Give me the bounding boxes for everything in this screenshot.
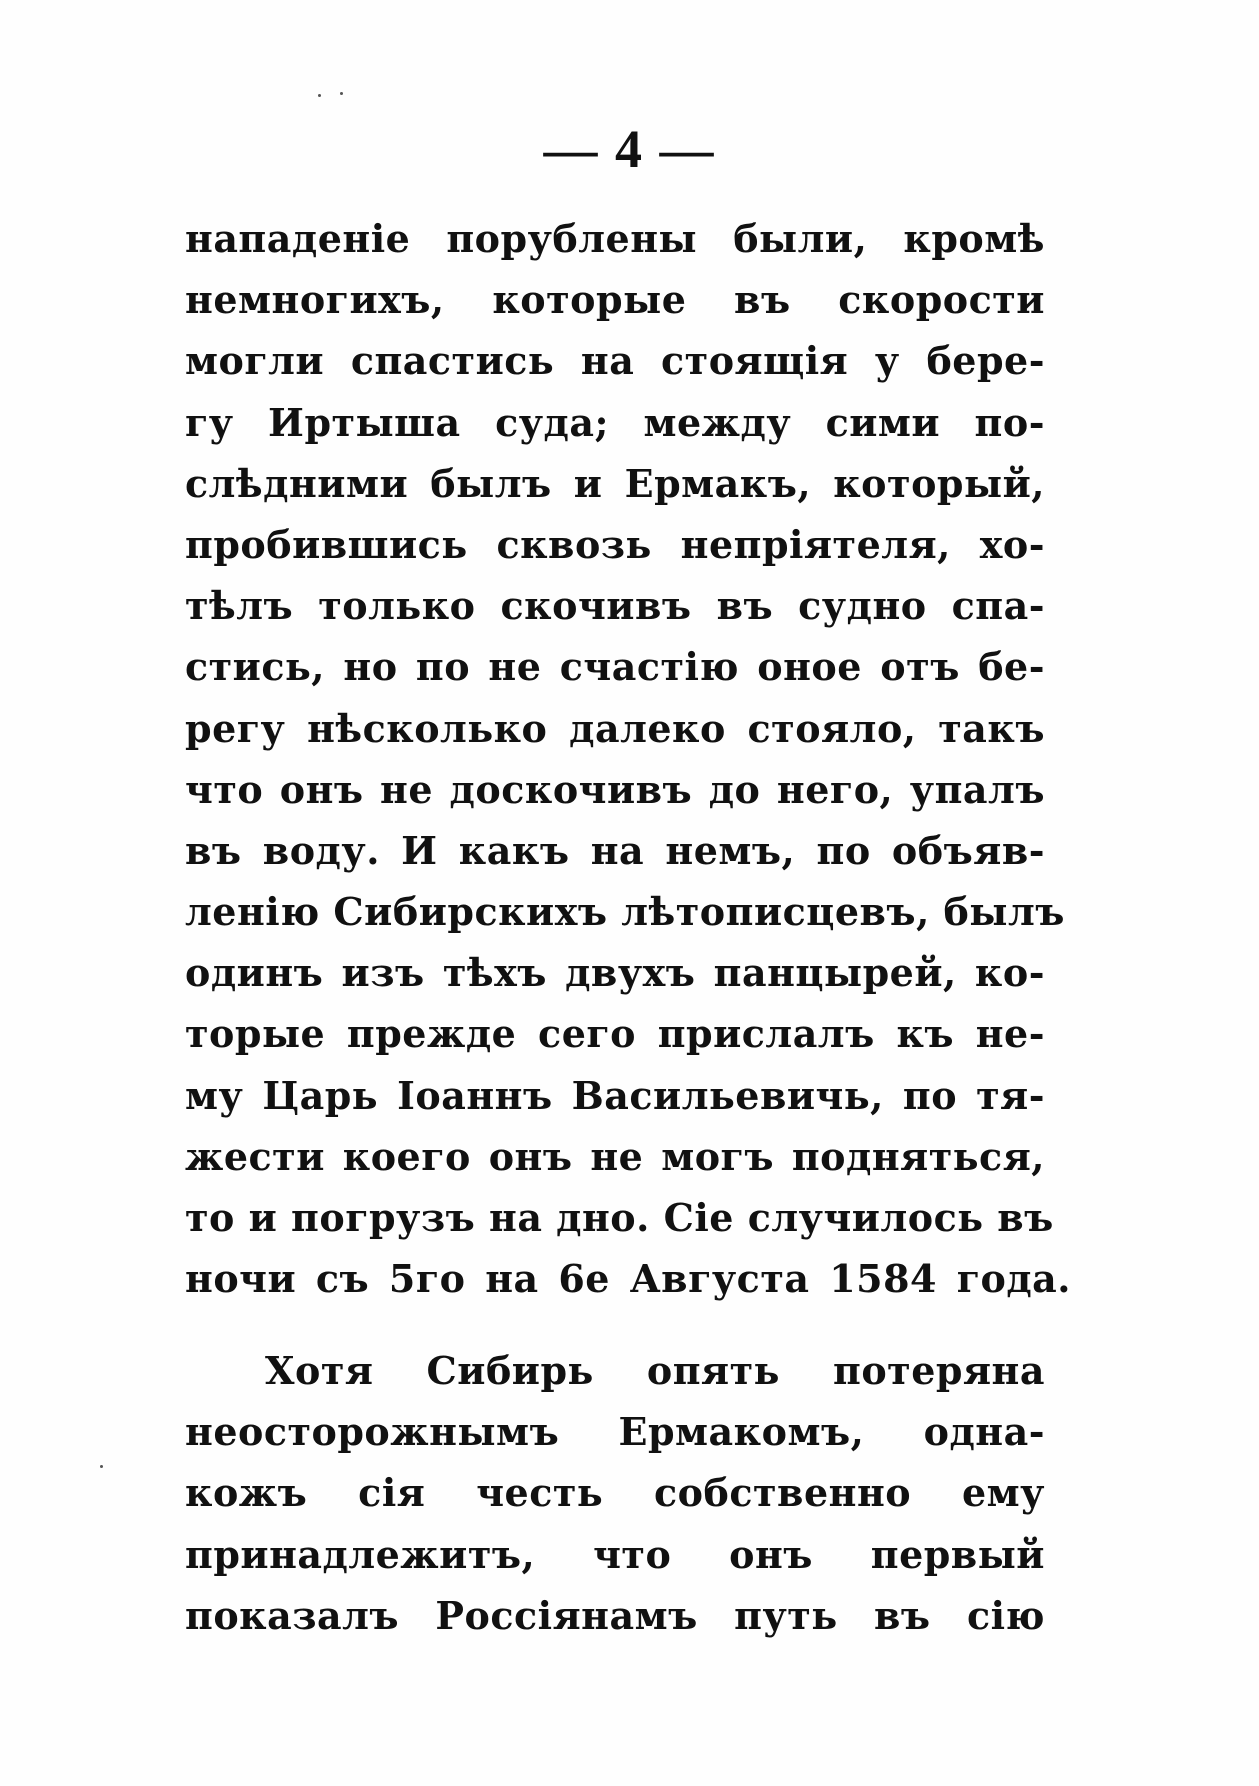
- text-line-indented: Хотя Сибирь опять потеряна: [265, 1348, 1045, 1393]
- page-number: — 4 —: [543, 119, 716, 179]
- ink-speck: [340, 92, 343, 95]
- text-line-last: ночи съ 5го на 6е Августа 1584 года.: [185, 1256, 1072, 1302]
- ink-speck: [100, 1465, 103, 1468]
- text-line: стись, но по не счастію оное отъ бе-: [185, 644, 1045, 690]
- text-line: торые прежде сего прислалъ къ не-: [185, 1011, 1045, 1057]
- text-line: пробившись сквозь непріятеля, хо-: [185, 521, 1045, 567]
- paragraph-1: [185, 208, 1072, 1309]
- text-line: тѣлъ только скочивъ въ судно спа-: [185, 583, 1045, 629]
- text-line: неосторожнымъ Ермакомъ, одна-: [185, 1409, 1045, 1455]
- text-line: кожъ сія честь собственно ему: [185, 1470, 1045, 1516]
- text-line: немногихъ, которые въ скорости: [185, 277, 1045, 323]
- text-line: одинъ изъ тѣхъ двухъ панцырей, ко-: [185, 950, 1045, 996]
- text-line: въ воду. И какъ на немъ, по объяв-: [185, 827, 1045, 873]
- text-line: му Царь Іоаннъ Васильевичь, по тя-: [185, 1072, 1045, 1118]
- text-line: показалъ Россіянамъ путь въ сію: [185, 1592, 1045, 1638]
- text-line: что онъ не доскочивъ до него, упалъ: [185, 766, 1045, 812]
- text-line: ленію Сибирскихъ лѣтописцевъ, былъ: [185, 889, 1065, 935]
- text-line: регу нѣсколько далеко стояло, такъ: [185, 705, 1045, 751]
- ink-speck: [318, 94, 321, 97]
- text-line: слѣдними былъ и Ермакъ, который,: [185, 460, 1045, 506]
- text-line: принадлежитъ, что онъ первый: [185, 1531, 1045, 1577]
- text-line: жести коего онъ не могъ подняться,: [185, 1133, 1045, 1179]
- text-line: то и погрузъ на дно. Сіе случилось въ: [185, 1195, 1054, 1240]
- text-line: нападеніе порублены были, кромѣ: [185, 216, 1045, 261]
- text-line: могли спастись на стоящія у бере-: [185, 338, 1045, 384]
- text-line: гу Иртыша суда; между сими по-: [185, 399, 1045, 445]
- paragraph-2: [185, 1340, 1045, 1646]
